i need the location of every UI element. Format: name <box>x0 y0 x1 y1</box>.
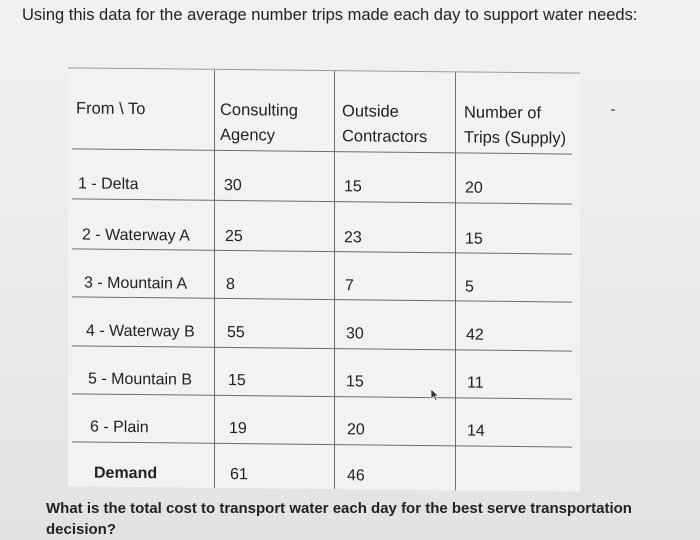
table-cell-value: 14 <box>467 422 485 440</box>
table-cell-value: 46 <box>347 467 365 485</box>
table-cell-origin: 4 - Waterway B <box>86 322 195 341</box>
header-outside-contractors <box>342 99 427 150</box>
table-cell-value: 15 <box>228 371 246 390</box>
table-cell-value: 11 <box>467 374 484 392</box>
table-cell-value: 15 <box>344 178 362 196</box>
header-line: Number of <box>464 103 542 123</box>
table-cell-value: 42 <box>466 326 484 344</box>
table-cell-origin: 6 - Plain <box>90 418 149 437</box>
intro-text: Using this data for the average number trips made each day to support water needs: <box>22 6 638 24</box>
table-cell-value: 23 <box>344 229 362 247</box>
header-line: From \ To <box>76 99 146 119</box>
table-cell-value: 30 <box>346 325 364 343</box>
table-cell-value: 20 <box>465 179 483 197</box>
table-column-divider <box>334 71 335 489</box>
table-cell-value: 30 <box>224 176 242 195</box>
table-row-divider <box>72 441 572 447</box>
table-row-divider <box>72 198 572 204</box>
table-row-divider <box>72 393 572 399</box>
mouse-pointer-icon <box>430 388 440 402</box>
table-cell-value: 5 <box>465 278 474 296</box>
table-cell-demand-label: Demand <box>94 464 158 483</box>
header-line: Outside <box>342 102 399 121</box>
table-row-divider <box>72 296 572 302</box>
table-cell-value: 15 <box>346 373 364 391</box>
table-cell-value: 20 <box>347 421 365 439</box>
table-cell-value: 55 <box>227 323 245 342</box>
table-cell-origin: 2 - Waterway A <box>82 226 190 245</box>
table-cell-value: 19 <box>229 420 247 438</box>
table-cell-origin: 5 - Mountain B <box>88 370 193 389</box>
header-line: Trips (Supply) <box>464 128 567 148</box>
table-cell-value: 61 <box>230 466 248 484</box>
table-cell-value: 7 <box>345 277 354 295</box>
question-text: What is the total cost to transport water each day for the best serve transportation decision? <box>46 500 632 538</box>
header-line: Consulting <box>220 100 298 120</box>
data-table <box>68 67 580 491</box>
table-column-divider <box>455 72 456 490</box>
table-cell-value: 8 <box>226 275 235 294</box>
header-from-to <box>76 96 145 122</box>
stray-mark <box>611 109 615 111</box>
header-line: Contractors <box>342 127 428 147</box>
table-cell-origin: 3 - Mountain A <box>84 274 188 293</box>
header-line: Agency <box>220 125 276 145</box>
table-cell-value: 25 <box>225 227 243 246</box>
table-cell-value: 15 <box>465 230 483 248</box>
table-column-divider <box>214 70 215 488</box>
table-row-divider <box>72 248 572 254</box>
header-trips-supply <box>464 100 566 151</box>
table-row-divider <box>72 345 572 351</box>
table-cell-origin: 1 - Delta <box>78 175 139 194</box>
header-consulting-agency <box>220 98 298 149</box>
